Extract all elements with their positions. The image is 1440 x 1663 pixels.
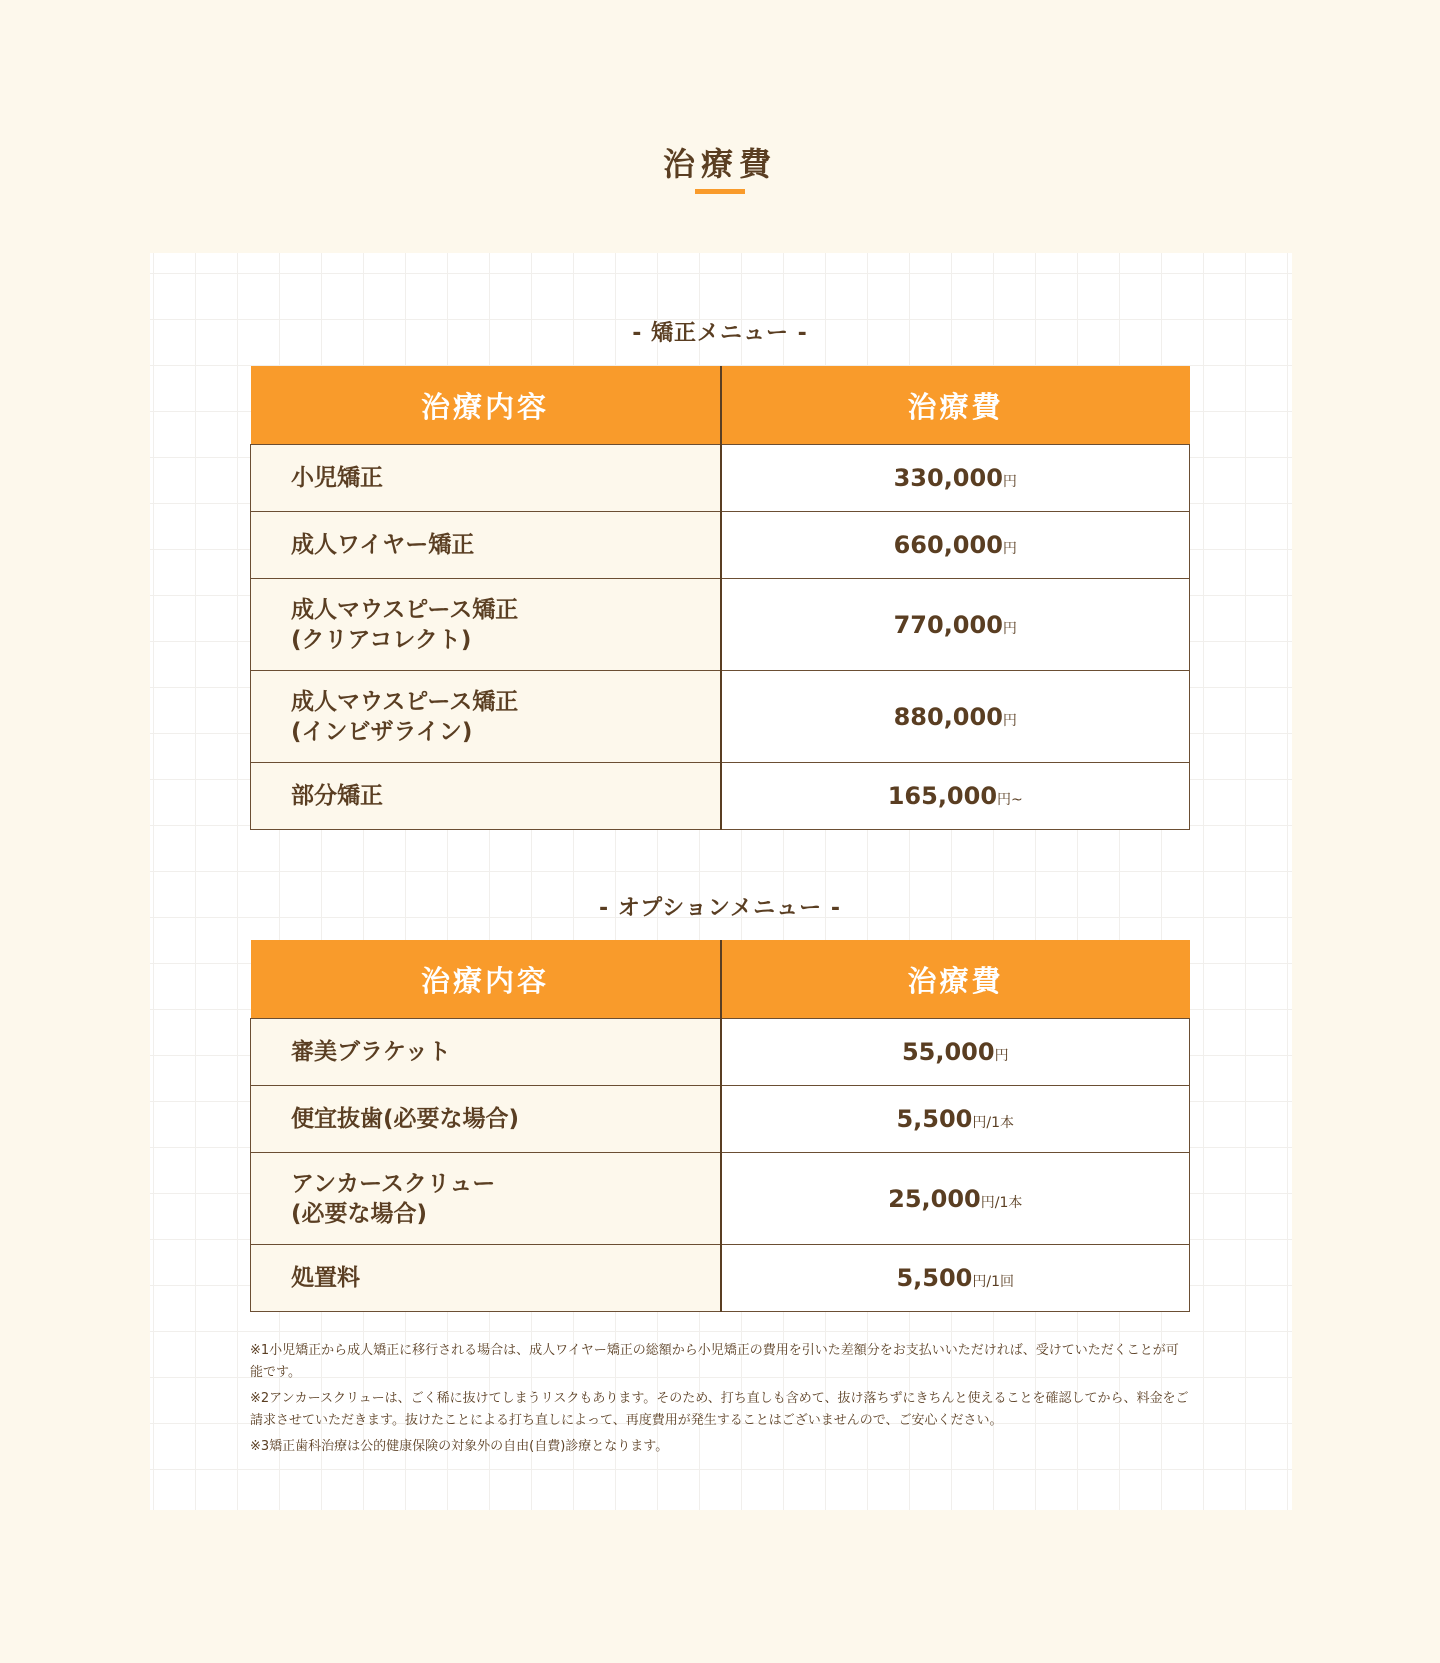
- table-row: [251, 512, 1190, 579]
- treatment-name: 成人ワイヤー矯正: [251, 512, 721, 579]
- treatment-price: 25,000円/1本: [721, 1153, 1190, 1245]
- column-header-price: 治療費: [721, 366, 1190, 445]
- price-unit: 円/1本: [972, 1115, 1015, 1131]
- treatment-price: 165,000円~: [721, 763, 1190, 830]
- treatment-name: 成人マウスピース矯正 (インビザライン): [251, 671, 721, 763]
- footnote-3: ※3矯正歯科治療は公的健康保険の対象外の自由(自費)診療となります。: [250, 1439, 669, 1454]
- table-row: [251, 1153, 1190, 1245]
- treatment-name: アンカースクリュー (必要な場合): [251, 1153, 721, 1245]
- column-header-price: 治療費: [721, 940, 1190, 1019]
- title-underline: [695, 189, 745, 194]
- price-unit: 円: [994, 1048, 1009, 1064]
- treatment-name: 処置料: [251, 1245, 721, 1312]
- treatment-price: 770,000円: [721, 579, 1190, 671]
- price-unit: 円~: [997, 792, 1023, 808]
- price-unit: 円: [1002, 541, 1017, 557]
- table-row: [251, 1086, 1190, 1153]
- footnote-2: ※2アンカースクリューは、ごく稀に抜けてしまうリスクもあります。そのため、打ち直しも含めて、抜け落ちずにきちんと使えることを確認してから、料金をご請求させていただきます。抜けたことによる打ち直しによって、再度費用が発生することはございませんので、ご安心ください。: [250, 1391, 1189, 1428]
- table-row: [251, 763, 1190, 830]
- footnotes: [250, 1340, 1190, 1462]
- treatment-name: 便宜抜歯(必要な場合): [251, 1086, 721, 1153]
- price-unit: 円: [1002, 712, 1017, 729]
- column-header-treatment: 治療内容: [251, 366, 721, 445]
- table-row: [251, 1019, 1190, 1086]
- column-header-treatment: 治療内容: [251, 940, 721, 1019]
- table-header-row: [251, 366, 1190, 445]
- table-header-row: [251, 940, 1190, 1019]
- treatment-price: 5,500円/1回: [721, 1245, 1190, 1312]
- orthodontic-price-table: [250, 366, 1190, 830]
- table-row: [251, 445, 1190, 512]
- table-row: [251, 579, 1190, 671]
- treatment-name: 成人マウスピース矯正 (クリアコレクト): [251, 579, 721, 671]
- table-row: [251, 671, 1190, 763]
- table-row: [251, 1245, 1190, 1312]
- orthodontic-menu-heading: - 矯正メニュー -: [632, 321, 808, 346]
- treatment-name: 小児矯正: [251, 445, 721, 512]
- footnote-1: ※1小児矯正から成人矯正に移行される場合は、成人ワイヤー矯正の総額から小児矯正の費用を引いた差額分をお支払いいただければ、受けていただくことが可能です。: [250, 1343, 1179, 1380]
- treatment-price: 55,000円: [721, 1019, 1190, 1086]
- price-unit: 円: [1002, 620, 1017, 637]
- treatment-name: 審美ブラケット: [251, 1019, 721, 1086]
- treatment-name: 部分矯正: [251, 763, 721, 830]
- price-unit: 円/1回: [972, 1274, 1015, 1290]
- treatment-price: 330,000円: [721, 445, 1190, 512]
- option-price-table: [250, 940, 1190, 1312]
- treatment-price: 880,000円: [721, 671, 1190, 763]
- price-unit: 円: [1002, 474, 1017, 490]
- price-unit: 円/1本: [980, 1194, 1023, 1211]
- treatment-price: 660,000円: [721, 512, 1190, 579]
- treatment-price: 5,500円/1本: [721, 1086, 1190, 1153]
- page-title: 治療費: [662, 145, 777, 184]
- option-menu-heading: - オプションメニュー -: [599, 896, 841, 921]
